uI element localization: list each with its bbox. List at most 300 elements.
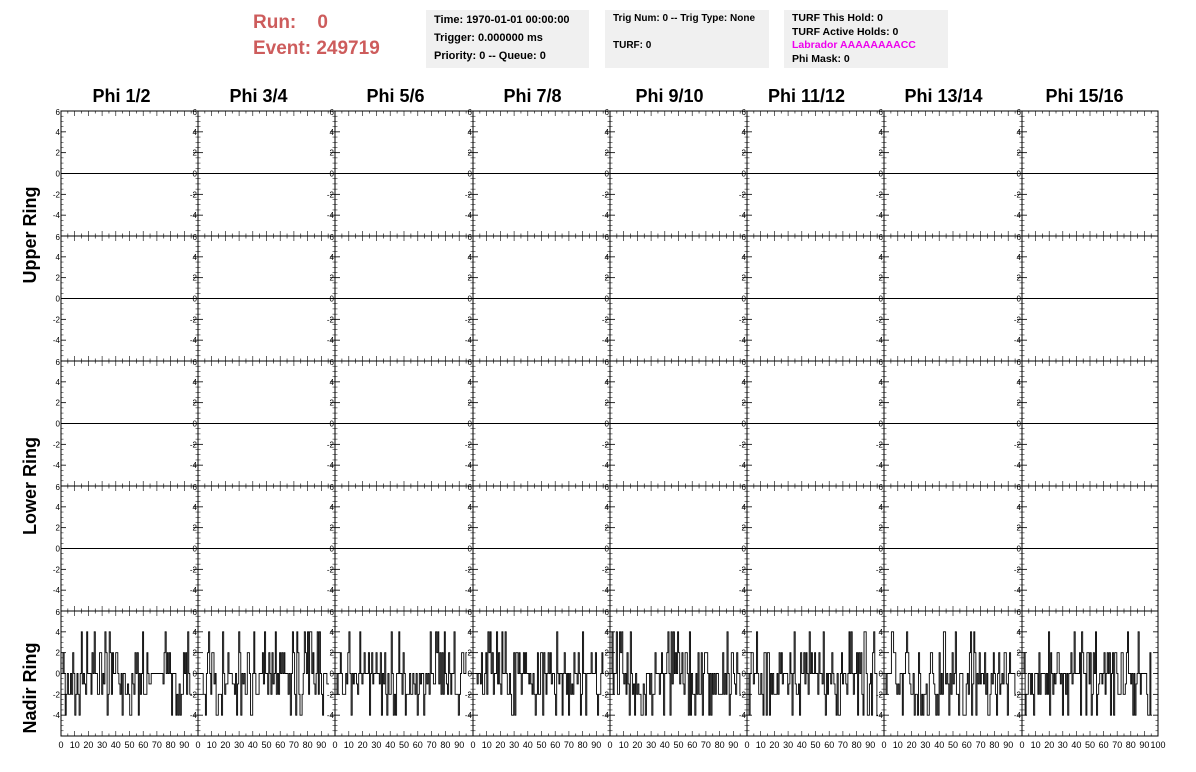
x-tick-label: 80 (714, 740, 725, 750)
y-tick-label: -2 (738, 690, 746, 700)
y-tick-label: 4 (604, 127, 609, 137)
y-tick-label: -2 (189, 315, 197, 325)
y-tick-label: 0 (741, 169, 746, 179)
y-tick-label: 2 (467, 398, 472, 408)
phi-mask-text: Phi Mask: 0 (792, 52, 850, 65)
y-tick-label: 6 (604, 608, 609, 617)
y-tick-label: 0 (604, 419, 609, 429)
y-tick-label: 6 (604, 108, 609, 117)
y-tick-label: 2 (329, 148, 334, 158)
y-tick-label: -2 (52, 315, 60, 325)
y-tick-label: 4 (1016, 252, 1021, 262)
y-tick-label: -4 (875, 211, 883, 221)
x-tick-label: 10 (69, 740, 80, 750)
y-tick-label: -2 (875, 440, 883, 450)
x-tick-label: 30 (97, 740, 108, 750)
y-tick-label: 6 (329, 233, 334, 242)
y-tick-label: 6 (192, 358, 197, 367)
y-tick-label: -4 (875, 586, 883, 596)
y-tick-label: -2 (464, 440, 472, 450)
y-tick-label: 2 (467, 148, 472, 158)
y-tick-label: 6 (878, 108, 883, 117)
y-tick-label: 0 (329, 419, 334, 429)
y-tick-label: 4 (1016, 627, 1021, 637)
y-tick-label: 6 (55, 233, 60, 242)
trig-num-text: Trig Num: 0 -- Trig Type: None (613, 13, 756, 24)
y-tick-label: -4 (189, 461, 197, 471)
y-tick-label: 6 (604, 358, 609, 367)
y-tick-label: 4 (55, 627, 60, 637)
y-tick-label: 0 (192, 169, 197, 179)
y-tick-label: 6 (741, 108, 746, 117)
x-tick-label: 0 (470, 740, 476, 750)
y-tick-label: 6 (55, 108, 60, 117)
y-tick-label: 6 (741, 483, 746, 492)
x-tick-label: 0 (332, 740, 338, 750)
x-tick-label: 60 (687, 740, 698, 750)
x-tick-label: 90 (454, 740, 465, 750)
x-tick-label: 90 (728, 740, 739, 750)
y-tick-label: -4 (52, 336, 60, 346)
y-tick-label: 6 (878, 233, 883, 242)
x-tick-label: 80 (989, 740, 1000, 750)
y-tick-label: 4 (878, 377, 883, 387)
waveform-trace (749, 632, 878, 715)
y-tick-label: -2 (601, 440, 609, 450)
x-tick-label: 10 (755, 740, 766, 750)
y-tick-label: -2 (1013, 690, 1021, 700)
y-tick-label: -2 (52, 190, 60, 200)
y-tick-label: 6 (467, 358, 472, 367)
y-tick-label: 0 (55, 544, 60, 554)
y-tick-label: 6 (192, 608, 197, 617)
x-tick-label: 60 (550, 740, 561, 750)
x-tick-label: 60 (412, 740, 423, 750)
y-tick-label: -4 (326, 586, 334, 596)
y-tick-label: 6 (55, 358, 60, 367)
y-tick-label: 2 (741, 273, 746, 283)
x-tick-label: 100 (1150, 740, 1166, 750)
y-tick-label: -4 (189, 586, 197, 596)
event-value: 249719 (316, 38, 380, 59)
y-tick-label: 4 (604, 252, 609, 262)
y-tick-label: -2 (1013, 190, 1021, 200)
x-tick-label: 70 (837, 740, 848, 750)
y-tick-label: 0 (1016, 669, 1021, 679)
y-tick-label: 4 (192, 502, 197, 512)
phi-column-5: Phi 9/10 (635, 86, 704, 106)
y-tick-label: 2 (878, 398, 883, 408)
y-tick-label: -4 (464, 211, 472, 221)
x-tick-label: 80 (577, 740, 588, 750)
y-tick-label: 6 (1016, 233, 1021, 242)
waveform-trace (1024, 632, 1152, 715)
y-tick-label: 4 (1016, 377, 1021, 387)
x-tick-label: 70 (1112, 740, 1123, 750)
x-tick-label: 50 (1084, 740, 1096, 750)
x-tick-label: 20 (357, 740, 368, 750)
y-tick-label: -2 (189, 190, 197, 200)
run-value: 0 (317, 12, 328, 33)
y-tick-label: 4 (741, 377, 746, 387)
x-tick-label: 20 (220, 740, 231, 750)
y-tick-label: -4 (1013, 586, 1021, 596)
y-tick-label: 2 (192, 398, 197, 408)
y-tick-label: -2 (326, 440, 334, 450)
x-tick-label: 0 (195, 740, 201, 750)
y-tick-label: 4 (467, 627, 472, 637)
y-tick-label: 0 (1016, 294, 1021, 304)
y-tick-label: 4 (192, 627, 197, 637)
y-tick-label: -2 (189, 690, 197, 700)
y-tick-label: 2 (1016, 648, 1021, 658)
x-tick-label: 60 (1098, 740, 1109, 750)
x-tick-label: 60 (824, 740, 835, 750)
y-tick-label: 2 (55, 398, 60, 408)
x-tick-label: 40 (385, 740, 396, 750)
y-tick-label: -4 (464, 461, 472, 471)
y-tick-label: -2 (738, 440, 746, 450)
y-tick-label: 0 (55, 169, 60, 179)
x-tick-label: 10 (892, 740, 903, 750)
y-tick-label: -2 (326, 315, 334, 325)
y-tick-label: 0 (329, 669, 334, 679)
y-tick-label: 4 (741, 252, 746, 262)
y-tick-label: -4 (875, 711, 883, 721)
y-tick-label: 0 (55, 419, 60, 429)
y-tick-label: 6 (467, 233, 472, 242)
y-tick-label: 2 (55, 648, 60, 658)
x-tick-label: 10 (618, 740, 629, 750)
x-tick-label: 50 (673, 740, 684, 750)
y-tick-label: 2 (604, 148, 609, 158)
y-tick-label: 4 (1016, 127, 1021, 137)
waveform-trace (63, 632, 192, 715)
x-tick-label: 70 (426, 740, 437, 750)
x-tick-label: 20 (83, 740, 94, 750)
turf-active-holds-text: TURF Active Holds: 0 (792, 25, 899, 38)
y-tick-label: 4 (55, 127, 60, 137)
y-tick-label: 6 (192, 108, 197, 117)
y-tick-label: 6 (878, 483, 883, 492)
y-tick-label: -2 (601, 190, 609, 200)
x-tick-label: 30 (371, 740, 382, 750)
ring-label-lower: Lower Ring (20, 437, 40, 535)
y-tick-label: -2 (189, 440, 197, 450)
y-tick-label: -4 (601, 461, 609, 471)
y-tick-label: 4 (55, 502, 60, 512)
y-tick-label: 4 (329, 627, 334, 637)
y-tick-label: 2 (741, 523, 746, 533)
x-tick-label: 40 (934, 740, 945, 750)
x-tick-label: 90 (179, 740, 190, 750)
y-tick-label: 2 (192, 148, 197, 158)
y-tick-label: 6 (192, 233, 197, 242)
y-tick-label: 2 (467, 273, 472, 283)
y-tick-label: -4 (738, 336, 746, 346)
y-tick-label: -2 (326, 190, 334, 200)
y-tick-label: 6 (55, 608, 60, 617)
y-tick-label: 4 (604, 627, 609, 637)
y-tick-label: 0 (1016, 169, 1021, 179)
x-tick-label: 0 (881, 740, 887, 750)
y-tick-label: -4 (875, 461, 883, 471)
y-tick-label: -2 (601, 690, 609, 700)
y-tick-label: 0 (878, 669, 883, 679)
y-tick-label: -2 (52, 690, 60, 700)
x-tick-label: 80 (1125, 740, 1136, 750)
y-tick-label: 0 (741, 294, 746, 304)
y-tick-label: 2 (467, 523, 472, 533)
y-tick-label: 2 (604, 398, 609, 408)
run-label: Run: (253, 12, 297, 33)
x-tick-label: 10 (343, 740, 354, 750)
y-tick-label: 4 (55, 377, 60, 387)
y-tick-label: 0 (192, 544, 197, 554)
turf-this-hold-text: TURF This Hold: 0 (792, 12, 883, 24)
x-tick-label: 10 (481, 740, 492, 750)
phi-column-7: Phi 13/14 (904, 86, 983, 106)
y-tick-label: 0 (192, 669, 197, 679)
y-tick-label: 2 (329, 523, 334, 533)
y-tick-label: 4 (329, 502, 334, 512)
y-tick-label: -4 (189, 336, 197, 346)
y-tick-label: 4 (467, 377, 472, 387)
y-tick-label: 6 (329, 483, 334, 492)
x-tick-label: 20 (495, 740, 506, 750)
x-tick-label: 30 (646, 740, 657, 750)
trigger-text: Trigger: 0.000000 ms (434, 32, 543, 44)
x-tick-label: 50 (124, 740, 135, 750)
y-tick-label: 2 (604, 523, 609, 533)
y-tick-label: -4 (1013, 336, 1021, 346)
x-tick-label: 90 (1003, 740, 1014, 750)
x-tick-label: 80 (302, 740, 313, 750)
y-tick-label: -4 (189, 211, 197, 221)
y-tick-label: 0 (604, 669, 609, 679)
y-tick-label: 6 (604, 483, 609, 492)
y-tick-label: 0 (741, 669, 746, 679)
y-tick-label: -4 (1013, 461, 1021, 471)
y-tick-label: 0 (604, 294, 609, 304)
y-tick-label: 6 (1016, 483, 1021, 492)
y-tick-label: 4 (878, 252, 883, 262)
y-tick-label: -2 (464, 690, 472, 700)
x-tick-label: 10 (206, 740, 217, 750)
x-tick-label: 70 (700, 740, 711, 750)
priority-text: Priority: 0 -- Queue: 0 (434, 50, 546, 62)
y-tick-label: 4 (192, 252, 197, 262)
waveform-trace (886, 632, 1016, 715)
y-tick-label: 4 (878, 127, 883, 137)
y-tick-label: -4 (875, 336, 883, 346)
y-tick-label: 6 (741, 608, 746, 617)
y-tick-label: 2 (1016, 273, 1021, 283)
y-tick-label: 0 (604, 169, 609, 179)
y-tick-label: 6 (604, 233, 609, 242)
y-tick-label: 0 (55, 294, 60, 304)
y-tick-label: 4 (741, 127, 746, 137)
y-tick-label: 4 (741, 627, 746, 637)
x-tick-label: 90 (591, 740, 602, 750)
x-tick-label: 80 (851, 740, 862, 750)
y-tick-label: 4 (329, 127, 334, 137)
y-tick-label: 0 (878, 169, 883, 179)
x-tick-label: 40 (1071, 740, 1082, 750)
y-tick-label: 6 (1016, 358, 1021, 367)
y-tick-label: 4 (467, 502, 472, 512)
y-tick-label: -4 (738, 586, 746, 596)
x-tick-label: 80 (165, 740, 176, 750)
y-tick-label: -2 (875, 190, 883, 200)
x-tick-label: 50 (810, 740, 821, 750)
y-tick-label: -2 (738, 565, 746, 575)
y-tick-label: 4 (192, 377, 197, 387)
y-tick-label: 4 (467, 252, 472, 262)
y-tick-label: -4 (464, 336, 472, 346)
waveform-trace (337, 632, 467, 715)
phi-column-4: Phi 7/8 (503, 86, 562, 106)
y-tick-label: 0 (329, 294, 334, 304)
y-tick-label: 2 (878, 273, 883, 283)
y-tick-label: 2 (878, 148, 883, 158)
y-tick-label: 0 (878, 544, 883, 554)
phi-column-6: Phi 11/12 (767, 86, 846, 106)
y-tick-label: 0 (604, 544, 609, 554)
y-tick-label: 2 (1016, 148, 1021, 158)
waveform-trace (612, 632, 741, 715)
y-tick-label: 2 (329, 273, 334, 283)
y-tick-label: 4 (55, 252, 60, 262)
x-tick-label: 90 (316, 740, 327, 750)
turf-text: TURF: 0 (613, 40, 652, 51)
y-tick-label: -4 (601, 586, 609, 596)
y-tick-label: -4 (326, 336, 334, 346)
x-tick-label: 20 (1044, 740, 1055, 750)
y-tick-label: 4 (329, 252, 334, 262)
y-tick-label: -2 (1013, 565, 1021, 575)
y-tick-label: 0 (192, 419, 197, 429)
y-tick-label: 0 (467, 669, 472, 679)
y-tick-label: 0 (1016, 544, 1021, 554)
y-tick-label: 2 (55, 273, 60, 283)
y-tick-label: 4 (604, 502, 609, 512)
y-tick-label: -4 (738, 211, 746, 221)
y-tick-label: 2 (192, 273, 197, 283)
y-tick-label: 0 (878, 419, 883, 429)
x-tick-label: 10 (1030, 740, 1041, 750)
y-tick-label: 2 (192, 523, 197, 533)
y-tick-label: 6 (329, 608, 334, 617)
y-tick-label: -2 (326, 565, 334, 575)
y-tick-label: 2 (604, 648, 609, 658)
x-tick-label: 30 (234, 740, 245, 750)
y-tick-label: -2 (464, 315, 472, 325)
x-tick-label: 0 (607, 740, 613, 750)
y-tick-label: 2 (55, 148, 60, 158)
y-tick-label: -2 (875, 315, 883, 325)
y-tick-label: 2 (741, 648, 746, 658)
x-tick-label: 20 (906, 740, 917, 750)
x-tick-label: 50 (947, 740, 959, 750)
y-tick-label: 2 (878, 523, 883, 533)
phi-column-3: Phi 5/6 (366, 86, 425, 106)
y-tick-label: 4 (467, 127, 472, 137)
x-tick-label: 90 (1139, 740, 1150, 750)
y-tick-label: 2 (1016, 398, 1021, 408)
time-text: Time: 1970-01-01 00:00:00 (434, 14, 570, 26)
y-tick-label: 6 (467, 108, 472, 117)
y-tick-label: 4 (878, 627, 883, 637)
y-tick-label: 4 (192, 127, 197, 137)
y-tick-label: 0 (467, 294, 472, 304)
y-tick-label: -4 (52, 586, 60, 596)
y-tick-label: 4 (604, 377, 609, 387)
y-tick-label: 0 (467, 169, 472, 179)
y-tick-label: 0 (192, 294, 197, 304)
y-tick-label: 6 (878, 358, 883, 367)
x-tick-label: 20 (632, 740, 643, 750)
y-tick-label: 0 (467, 544, 472, 554)
x-tick-label: 70 (151, 740, 162, 750)
x-tick-label: 80 (440, 740, 451, 750)
y-tick-label: 2 (192, 648, 197, 658)
x-tick-label: 50 (536, 740, 547, 750)
y-tick-label: 6 (55, 483, 60, 492)
y-tick-label: -4 (52, 461, 60, 471)
y-tick-label: 6 (467, 483, 472, 492)
y-tick-label: 6 (741, 233, 746, 242)
y-tick-label: 2 (329, 648, 334, 658)
y-tick-label: 2 (55, 523, 60, 533)
y-tick-label: 2 (878, 648, 883, 658)
y-tick-label: 0 (467, 419, 472, 429)
y-tick-label: -4 (52, 211, 60, 221)
x-tick-label: 70 (288, 740, 299, 750)
y-tick-label: -2 (464, 565, 472, 575)
y-tick-label: 4 (878, 502, 883, 512)
y-tick-label: -4 (601, 336, 609, 346)
y-tick-label: -2 (52, 440, 60, 450)
y-tick-label: -4 (326, 711, 334, 721)
x-tick-label: 60 (961, 740, 972, 750)
x-tick-label: 20 (769, 740, 780, 750)
x-tick-label: 60 (138, 740, 149, 750)
y-tick-label: -4 (464, 586, 472, 596)
y-tick-label: -2 (464, 190, 472, 200)
ring-label-upper: Upper Ring (20, 186, 40, 284)
y-tick-label: -4 (52, 711, 60, 721)
y-tick-label: 2 (467, 648, 472, 658)
y-tick-label: -4 (464, 711, 472, 721)
y-tick-label: -2 (738, 315, 746, 325)
y-tick-label: -4 (738, 461, 746, 471)
y-tick-label: -2 (601, 315, 609, 325)
x-tick-label: 30 (920, 740, 931, 750)
x-tick-label: 40 (659, 740, 670, 750)
y-tick-label: -4 (601, 211, 609, 221)
y-tick-label: 2 (1016, 523, 1021, 533)
y-tick-label: 2 (329, 398, 334, 408)
y-tick-label: 4 (1016, 502, 1021, 512)
x-tick-label: 40 (522, 740, 533, 750)
y-tick-label: -2 (326, 690, 334, 700)
y-tick-label: -2 (189, 565, 197, 575)
y-tick-label: 2 (741, 398, 746, 408)
y-tick-label: -2 (1013, 440, 1021, 450)
waveform-trace (200, 632, 329, 715)
x-tick-label: 30 (783, 740, 794, 750)
